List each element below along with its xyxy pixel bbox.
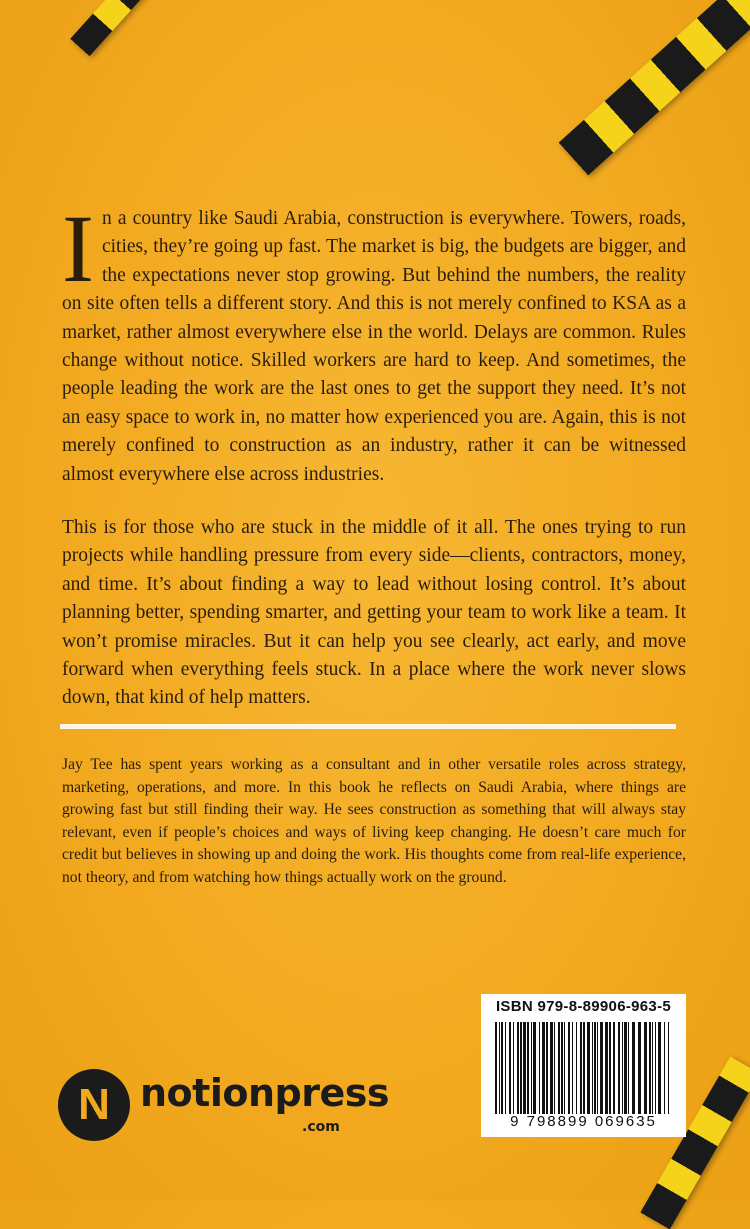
blurb-paragraph-1-text: n a country like Saudi Arabia, construction is everywhere. Towers, roads, cities, they’re going up fast. The market is big, the budgets are bigger, and the expectations never stop growing. But behind the numbers, the reality on site often tells a different story. And this is not merely confined to KSA as a market, rather almost everywhere else in the world. Delays are common. Rules change without notice. Skilled workers are hard to keep. And sometimes, the people leading the work are the last ones to get the support they need. It’s not an easy space to work in, no matter how experienced you are. Again, this is not merely confined to construction as an industry, rather it can be witnessed almost everywhere else across industries.: [62, 208, 686, 485]
barcode-bar: [668, 1022, 669, 1114]
publisher-name: notionpress: [140, 1071, 389, 1115]
barcode-bar: [523, 1022, 526, 1114]
barcode-bar: [628, 1022, 629, 1114]
barcode-bar: [576, 1022, 577, 1114]
barcode-bar: [613, 1022, 615, 1114]
barcode-bar: [632, 1022, 635, 1114]
barcode-digits: 9 798899 069635: [510, 1113, 657, 1130]
divider: [60, 724, 676, 729]
barcode-bar: [554, 1022, 555, 1114]
barcode-bar: [561, 1022, 563, 1114]
barcode-bar: [594, 1022, 596, 1114]
barcode-bar: [558, 1022, 560, 1114]
barcode-bar: [592, 1022, 593, 1114]
publisher-logo-icon: N: [58, 1069, 130, 1141]
barcode-bar: [622, 1022, 623, 1114]
isbn-label: ISBN 979-8-89906-963-5: [495, 998, 672, 1015]
barcode: [481, 994, 686, 1137]
barcode-bar: [638, 1022, 641, 1114]
barcode-bar: [658, 1022, 661, 1114]
barcode-bar: [580, 1022, 582, 1114]
barcode-bar: [520, 1022, 522, 1114]
barcode-bars: [495, 1022, 672, 1114]
publisher-domain: .com: [302, 1119, 340, 1135]
barcode-bar: [587, 1022, 590, 1114]
barcode-bar: [605, 1022, 608, 1114]
barcode-bar: [542, 1022, 545, 1114]
barcode-bar: [664, 1022, 665, 1114]
barcode-bar: [527, 1022, 529, 1114]
barcode-bar: [517, 1022, 519, 1114]
publisher-logo: [58, 1065, 389, 1145]
caution-tape-top-left: [70, 0, 170, 56]
barcode-bar: [624, 1022, 627, 1114]
barcode-bar: [533, 1022, 536, 1114]
barcode-bar: [501, 1022, 503, 1114]
barcode-bar: [572, 1022, 573, 1114]
barcode-bar: [652, 1022, 653, 1114]
drop-cap: I: [62, 195, 94, 302]
author-bio: Jay Tee has spent years working as a consultant and in other versatile roles across strategy, marketing, operations, and more. In this book he reflects on Saudi Arabia, where things are growing fast but still finding their way. He sees construction as something that will always stay relevant, even if people’s choices and ways of living keep changing. He doesn’t care much for credit but believes in showing up and doing the work. His thoughts come from real-life experience, not theory, and from watching how things actually work on the ground.: [62, 756, 686, 886]
blurb-paragraph-2: This is for those who are stuck in the middle of it all. The ones trying to run projects while handling pressure from every side—clients, contractors, money, and time. It’s about finding a way to lead without losing control. It’s about planning better, spending smarter, and getting your team to work like a team. It won’t promise miracles. But it can help you see clearly, act early, and move forward when everything feels stuck. In a place where the work never slows down, that kind of help matters.: [62, 517, 686, 709]
barcode-bar: [531, 1022, 532, 1114]
barcode-bar: [583, 1022, 585, 1114]
barcode-bar: [564, 1022, 565, 1114]
caution-tape-top-right: [559, 0, 750, 175]
barcode-bar: [600, 1022, 603, 1114]
barcode-bar: [550, 1022, 553, 1114]
barcode-bar: [499, 1022, 500, 1114]
barcode-bar: [618, 1022, 620, 1114]
barcode-bar: [655, 1022, 656, 1114]
barcode-bar: [597, 1022, 598, 1114]
barcode-bar: [644, 1022, 647, 1114]
barcode-bar: [539, 1022, 540, 1114]
barcode-bar: [505, 1022, 506, 1114]
barcode-bar: [495, 1022, 497, 1114]
blurb-paragraph-1: [62, 195, 686, 489]
barcode-bar: [609, 1022, 611, 1114]
barcode-bar: [509, 1022, 511, 1114]
barcode-bar: [513, 1022, 514, 1114]
barcode-bar: [649, 1022, 651, 1114]
barcode-bar: [568, 1022, 570, 1114]
barcode-bar: [546, 1022, 548, 1114]
